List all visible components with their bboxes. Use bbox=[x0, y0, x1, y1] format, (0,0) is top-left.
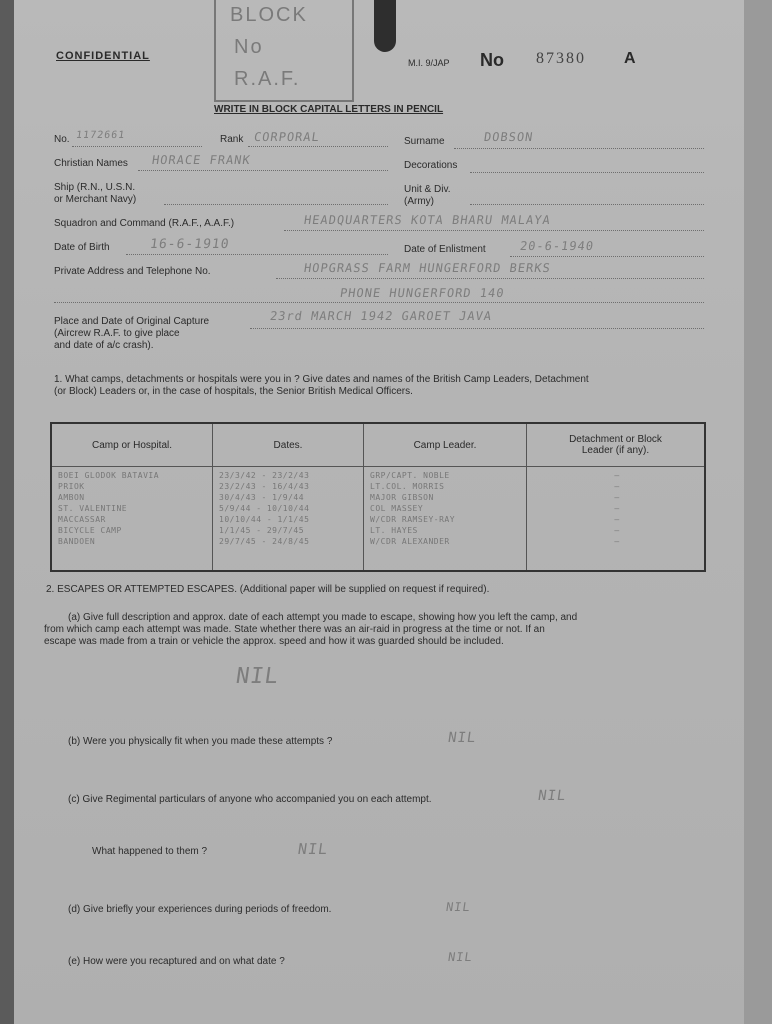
section-1-question-line-2: (or Block) Leaders or, in the case of hospitals, the Senior British Medical Officers. bbox=[54, 386, 413, 397]
stamp-line-3: R.A.F. bbox=[234, 68, 301, 90]
table-cell: — bbox=[614, 537, 620, 546]
section-1-question-line-1: 1. What camps, detachments or hospitals were you in ? Give dates and names of the British Camp Leaders, Detachment bbox=[54, 374, 589, 385]
squadron-label: Squadron and Command (R.A.F., A.A.F.) bbox=[54, 218, 235, 229]
section-2d-answer: NIL bbox=[445, 900, 472, 914]
table-cell: — bbox=[614, 526, 620, 535]
section-2d-question: (d) Give briefly your experiences during periods of freedom. bbox=[68, 904, 332, 915]
table-cell: BICYCLE CAMP bbox=[58, 526, 122, 535]
table-cell: 30/4/43 - 1/9/44 bbox=[219, 493, 305, 502]
camp-column bbox=[51, 467, 213, 572]
section-2a-line-1: (a) Give full description and approx. date of each attempt you made to escape, showing how you left the camp, and bbox=[68, 612, 578, 623]
binding-tag bbox=[374, 0, 396, 52]
page-shadow-left bbox=[0, 0, 14, 1024]
section-2b-question: (b) Were you physically fit when you made these attempts ? bbox=[68, 736, 333, 747]
table-cell: — bbox=[614, 471, 620, 480]
surname-label: Surname bbox=[404, 136, 445, 147]
table-cell: — bbox=[614, 515, 620, 524]
stamp-line-1: BLOCK bbox=[230, 4, 308, 26]
dob-label: Date of Birth bbox=[54, 242, 110, 253]
serial-number: 87380 bbox=[536, 50, 586, 67]
page-edge-right bbox=[744, 0, 772, 1024]
table-cell: 5/9/44 - 10/10/44 bbox=[219, 504, 310, 513]
section-2c-followup-question: What happened to them ? bbox=[92, 846, 208, 857]
table-cell: W/CDR RAMSEY-RAY bbox=[370, 515, 456, 524]
section-2e-answer: NIL bbox=[447, 950, 474, 964]
table-cell: BOEI GLODOK BATAVIA bbox=[58, 471, 160, 480]
serial-suffix: A bbox=[624, 50, 636, 67]
table-cell: 1/1/45 - 29/7/45 bbox=[219, 526, 305, 535]
table-cell: 23/2/43 - 16/4/43 bbox=[219, 482, 310, 491]
table-cell: — bbox=[614, 482, 620, 491]
squadron-value: HEADQUARTERS KOTA BHARU MALAYA bbox=[303, 213, 552, 227]
dob-value: 16-6-1910 bbox=[148, 237, 231, 252]
no-label: No. bbox=[54, 134, 70, 145]
capture-label-1: Place and Date of Original Capture bbox=[54, 316, 210, 327]
section-2e-question: (e) How were you recaptured and on what date ? bbox=[68, 956, 285, 967]
capture-label-2: (Aircrew R.A.F. to give place bbox=[54, 328, 180, 339]
ship-label-1: Ship (R.N., U.S.N. bbox=[54, 182, 136, 193]
detachment-column bbox=[527, 467, 706, 572]
decorations-label: Decorations bbox=[404, 160, 458, 171]
enlistment-label: Date of Enlistment bbox=[404, 244, 486, 255]
camps-table-body bbox=[51, 467, 705, 572]
ship-label-2: or Merchant Navy) bbox=[54, 194, 137, 205]
section-2a-line-3: escape was made from a train or vehicle the approx. speed and how it was guarded should be included. bbox=[44, 636, 504, 647]
table-cell: LT. HAYES bbox=[370, 526, 418, 535]
table-cell: 29/7/45 - 24/8/45 bbox=[219, 537, 310, 546]
christian-names-value: HORACE FRANK bbox=[151, 153, 252, 167]
table-cell: LT.COL. MORRIS bbox=[370, 482, 445, 491]
section-2c-question: (c) Give Regimental particulars of anyone who accompanied you on each attempt. bbox=[68, 794, 432, 805]
header-dates: Dates. bbox=[213, 423, 364, 467]
address-value-2: PHONE HUNGERFORD 140 bbox=[339, 286, 506, 300]
table-cell: BANDOEN bbox=[58, 537, 96, 546]
rank-value: CORPORAL bbox=[253, 130, 321, 144]
instruction-heading: WRITE IN BLOCK CAPITAL LETTERS IN PENCIL bbox=[214, 104, 444, 115]
table-cell: AMBON bbox=[58, 493, 85, 502]
table-cell: MAJOR GIBSON bbox=[370, 493, 434, 502]
table-cell: W/CDR ALEXANDER bbox=[370, 537, 450, 546]
surname-value: DOBSON bbox=[483, 130, 535, 144]
header-camp: Camp or Hospital. bbox=[51, 423, 213, 467]
table-cell: GRP/CAPT. NOBLE bbox=[370, 471, 450, 480]
table-cell: COL MASSEY bbox=[370, 504, 424, 513]
enlistment-value: 20-6-1940 bbox=[519, 239, 596, 253]
confidential-heading: CONFIDENTIAL bbox=[56, 50, 150, 62]
section-2c-answer: NIL bbox=[536, 788, 568, 804]
table-cell: 10/10/44 - 1/1/45 bbox=[219, 515, 310, 524]
no-value: 1172661 bbox=[75, 130, 126, 141]
document-sheet bbox=[14, 0, 744, 1024]
section-2b-answer: NIL bbox=[446, 730, 478, 746]
christian-names-label: Christian Names bbox=[54, 158, 128, 169]
section-2c-followup-answer: NIL bbox=[296, 840, 330, 858]
form-reference: M.I. 9/JAP bbox=[408, 58, 450, 68]
stamp-line-2: No bbox=[234, 36, 264, 58]
rank-label: Rank bbox=[220, 134, 244, 145]
camps-table bbox=[50, 422, 706, 572]
table-cell: — bbox=[614, 504, 620, 513]
unit-label-2: (Army) bbox=[404, 196, 434, 207]
table-cell: PRIOK bbox=[58, 482, 85, 491]
table-cell: ST. VALENTINE bbox=[58, 504, 128, 513]
leader-column bbox=[364, 467, 527, 572]
table-cell: 23/3/42 - 23/2/43 bbox=[219, 471, 310, 480]
camps-table-header bbox=[51, 423, 705, 467]
address-value-1: HOPGRASS FARM HUNGERFORD BERKS bbox=[303, 261, 552, 275]
dates-column bbox=[213, 467, 364, 572]
header-camp-leader: Camp Leader. bbox=[364, 423, 527, 467]
capture-label-3: and date of a/c crash). bbox=[54, 340, 154, 351]
table-cell: — bbox=[614, 493, 620, 502]
unit-label-1: Unit & Div. bbox=[404, 184, 451, 195]
section-2a-answer: NIL bbox=[234, 664, 281, 689]
section-2-title: 2. ESCAPES OR ATTEMPTED ESCAPES. (Additional paper will be supplied on request if required). bbox=[46, 584, 490, 595]
number-symbol: No bbox=[480, 50, 504, 70]
address-label: Private Address and Telephone No. bbox=[54, 266, 211, 277]
table-cell: MACCASSAR bbox=[58, 515, 106, 524]
capture-value: 23rd MARCH 1942 GAROET JAVA bbox=[269, 309, 494, 323]
section-2a-line-2: from which camp each attempt was made. State whether there was an air-raid in progress at the time or not. If an bbox=[44, 624, 545, 635]
block-stamp bbox=[214, 0, 354, 102]
header-detachment-leader: Detachment or Block Leader (if any). bbox=[527, 423, 706, 467]
